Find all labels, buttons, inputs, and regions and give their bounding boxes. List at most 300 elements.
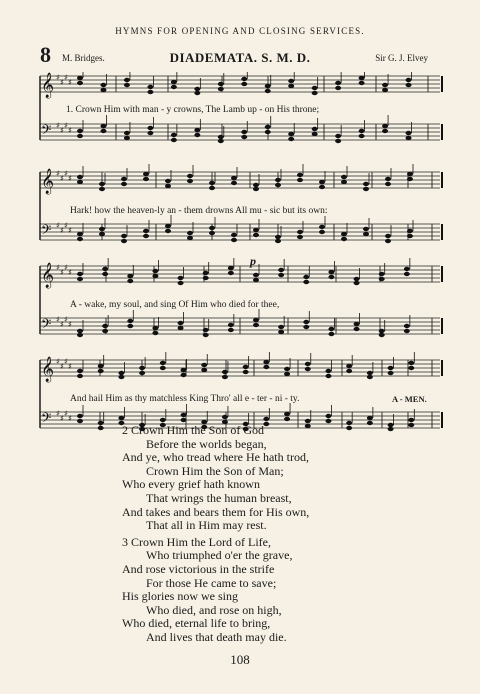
notehead: [187, 179, 193, 183]
notehead: [99, 182, 105, 186]
notehead: [228, 271, 234, 275]
notehead: [288, 132, 294, 136]
notehead: [388, 371, 394, 375]
notehead: [152, 274, 158, 278]
notehead: [407, 177, 413, 181]
notehead: [124, 78, 130, 82]
notehead: [303, 275, 309, 279]
notehead: [363, 227, 369, 231]
notehead: [367, 375, 373, 379]
sharp-icon: ♯: [60, 126, 64, 135]
sharp-icon: ♯: [56, 73, 60, 82]
notehead: [152, 331, 158, 335]
sharp-icon: ♯: [64, 73, 68, 82]
notehead: [222, 375, 228, 379]
notehead: [297, 173, 303, 177]
notehead: [181, 413, 187, 417]
verse-line: 2 Crown Him the Son of God: [122, 423, 264, 437]
notehead: [346, 364, 352, 368]
notehead: [263, 360, 269, 364]
notehead: [367, 371, 373, 375]
notehead: [328, 275, 334, 279]
notehead: [77, 76, 83, 80]
notehead: [77, 374, 83, 378]
notehead: [243, 365, 249, 369]
notehead: [147, 126, 153, 130]
sharp-icon: ♯: [60, 268, 64, 277]
notehead: [143, 172, 149, 176]
notehead: [187, 174, 193, 178]
sharp-icon: ♯: [60, 414, 64, 423]
lyric-line-2: Hark! how the heaven-ly an - them drowns All mu - sic but its own:: [70, 206, 328, 216]
verse-line: Who died, and rose on high,: [146, 602, 282, 617]
notehead: [99, 232, 105, 236]
notehead: [341, 175, 347, 179]
notehead: [218, 87, 224, 91]
treble-clef-icon: 𝄞: [41, 263, 55, 288]
notehead: [253, 228, 259, 232]
notehead: [253, 273, 259, 277]
notehead: [124, 131, 130, 135]
hymn-author: M. Bridges.: [62, 53, 105, 63]
notehead: [77, 237, 83, 241]
notehead: [77, 81, 83, 85]
notehead: [102, 329, 108, 333]
sharp-icon: ♯: [60, 174, 64, 183]
notehead: [218, 139, 224, 143]
notehead: [127, 324, 133, 328]
notehead: [253, 183, 259, 187]
verse-line: Who died, eternal life to bring,: [122, 616, 271, 631]
notehead: [253, 233, 259, 237]
sharp-icon: ♯: [68, 78, 72, 87]
notehead: [99, 187, 105, 191]
notehead: [406, 83, 412, 87]
notehead: [102, 267, 108, 271]
notehead: [165, 184, 171, 188]
notehead: [160, 361, 166, 365]
lyric-line-1: 1. Crown Him with man - y crowns, The Lamb up - on His throne;: [66, 105, 320, 115]
notehead: [407, 172, 413, 176]
verse-line: Crown Him the Son of Man;: [146, 463, 284, 478]
notehead: [408, 418, 414, 422]
notehead: [253, 278, 259, 282]
notehead: [379, 329, 385, 333]
notehead: [312, 127, 318, 131]
notehead: [275, 239, 281, 243]
verse-line: And lives that death may die.: [146, 629, 287, 644]
notehead: [203, 271, 209, 275]
notehead: [228, 266, 234, 270]
notehead: [121, 239, 127, 243]
notehead: [385, 239, 391, 243]
notehead: [124, 83, 130, 87]
notehead: [325, 374, 331, 378]
notehead: [118, 416, 124, 420]
dynamic-marking: p: [250, 254, 256, 268]
sharp-icon: ♯: [56, 263, 60, 272]
notehead: [152, 326, 158, 330]
notehead: [203, 328, 209, 332]
notehead: [263, 365, 269, 369]
notehead: [194, 91, 200, 95]
notehead: [346, 369, 352, 373]
sharp-icon: ♯: [64, 357, 68, 366]
notehead: [178, 276, 184, 280]
notehead: [241, 135, 247, 139]
notehead: [406, 131, 412, 135]
sharp-icon: ♯: [68, 414, 72, 423]
notehead: [359, 76, 365, 80]
bass-clef-icon: 𝄢: [41, 316, 52, 335]
notehead: [102, 272, 108, 276]
verse-line: And rose victorious in the strife: [122, 561, 275, 576]
sharp-icon: ♯: [68, 320, 72, 329]
notehead: [222, 370, 228, 374]
notehead: [385, 182, 391, 186]
sharp-icon: ♯: [60, 226, 64, 235]
verse-line: Who every grief hath known: [122, 477, 260, 492]
notehead: [325, 369, 331, 373]
notehead: [288, 79, 294, 83]
notehead: [284, 412, 290, 416]
sharp-icon: ♯: [64, 121, 68, 130]
verse-2: [122, 424, 402, 533]
notehead: [335, 134, 341, 138]
notehead: [194, 87, 200, 91]
notehead: [231, 176, 237, 180]
notehead: [171, 85, 177, 89]
treble-clef-icon: 𝄞: [41, 169, 55, 194]
sharp-icon: ♯: [56, 315, 60, 324]
notehead: [319, 230, 325, 234]
notehead: [359, 81, 365, 85]
notehead: [187, 236, 193, 240]
notehead: [404, 267, 410, 271]
notehead: [359, 129, 365, 133]
staff-notation: [36, 72, 444, 160]
notehead: [284, 367, 290, 371]
notehead: [319, 185, 325, 189]
notehead: [303, 320, 309, 324]
notehead: [77, 272, 83, 276]
notehead: [100, 124, 106, 128]
verse-line: That wrings the human breast,: [146, 490, 292, 505]
notehead: [209, 186, 215, 190]
sharp-icon: ♯: [56, 357, 60, 366]
notehead: [121, 177, 127, 181]
notehead: [171, 80, 177, 84]
notehead: [127, 319, 133, 323]
verse-line: That all in Him may rest.: [146, 518, 267, 533]
notehead: [265, 125, 271, 129]
notehead: [77, 414, 83, 418]
notehead: [305, 367, 311, 371]
notehead: [404, 329, 410, 333]
notehead: [312, 91, 318, 95]
notehead: [385, 177, 391, 181]
notehead: [278, 268, 284, 272]
notehead: [253, 187, 259, 191]
verse-line: 3 Crown Him the Lord of Life,: [122, 534, 271, 549]
notehead: [305, 419, 311, 423]
notehead: [408, 361, 414, 365]
notehead: [265, 130, 271, 134]
notehead: [354, 322, 360, 326]
notehead: [100, 129, 106, 133]
notehead: [98, 369, 104, 373]
notehead: [382, 83, 388, 87]
notehead: [312, 86, 318, 90]
verse-line: Before the worlds began,: [146, 436, 267, 451]
notehead: [275, 235, 281, 239]
notehead: [328, 327, 334, 331]
notehead: [379, 333, 385, 337]
notehead: [147, 131, 153, 135]
notehead: [284, 372, 290, 376]
notehead: [288, 84, 294, 88]
notehead: [367, 416, 373, 420]
tune-title: DIADEMATA. S. M. D.: [169, 50, 311, 65]
notehead: [152, 269, 158, 273]
sharp-icon: ♯: [64, 169, 68, 178]
notehead: [385, 234, 391, 238]
notehead: [388, 366, 394, 370]
notehead: [404, 272, 410, 276]
notehead: [121, 182, 127, 186]
notehead: [77, 277, 83, 281]
notehead: [165, 224, 171, 228]
notehead: [203, 276, 209, 280]
bass-clef-icon: 𝄢: [41, 410, 52, 429]
notehead: [406, 78, 412, 82]
sharp-icon: ♯: [56, 221, 60, 230]
notehead: [121, 234, 127, 238]
notehead: [297, 178, 303, 182]
notehead: [178, 326, 184, 330]
notehead: [118, 375, 124, 379]
notehead: [288, 137, 294, 141]
verse-text: [122, 424, 402, 645]
notehead: [335, 81, 341, 85]
page-number: 108: [230, 652, 250, 667]
sharp-icon: ♯: [68, 362, 72, 371]
notehead: [312, 132, 318, 136]
notehead: [335, 86, 341, 90]
notehead: [181, 373, 187, 377]
notehead: [178, 281, 184, 285]
notehead: [143, 177, 149, 181]
notehead: [228, 323, 234, 327]
notehead: [127, 279, 133, 283]
notehead: [325, 419, 331, 423]
notehead: [407, 234, 413, 238]
notehead: [171, 138, 177, 142]
notehead: [263, 417, 269, 421]
notehead: [98, 364, 104, 368]
notehead: [218, 82, 224, 86]
notehead: [341, 180, 347, 184]
notehead: [222, 415, 228, 419]
notehead: [363, 187, 369, 191]
notehead: [77, 329, 83, 333]
lyric-line-3: A - wake, my soul, and sing Of Him who died for thee,: [70, 300, 280, 310]
notehead: [165, 179, 171, 183]
notehead: [77, 134, 83, 138]
notehead: [328, 270, 334, 274]
notehead: [303, 325, 309, 329]
sharp-icon: ♯: [68, 174, 72, 183]
notehead: [77, 369, 83, 373]
notehead: [382, 129, 388, 133]
sharp-icon: ♯: [68, 126, 72, 135]
notehead: [408, 423, 414, 427]
notehead: [209, 181, 215, 185]
notehead: [335, 139, 341, 143]
sharp-icon: ♯: [68, 268, 72, 277]
notehead: [209, 231, 215, 235]
notehead: [265, 84, 271, 88]
notehead: [231, 233, 237, 237]
notehead: [160, 418, 166, 422]
lyric-line-4: And hail Him as thy matchless King Thro' all e - ter - ni - ty.: [70, 394, 300, 404]
verse-line: And ye, who tread where He hath trod,: [122, 450, 309, 465]
notehead: [278, 325, 284, 329]
sharp-icon: ♯: [64, 315, 68, 324]
notehead: [139, 366, 145, 370]
notehead: [382, 124, 388, 128]
notehead: [143, 229, 149, 233]
composer: Sir G. J. Elvey: [375, 53, 428, 63]
notehead: [243, 370, 249, 374]
notehead: [181, 368, 187, 372]
verse-line: For those He came to save;: [146, 575, 277, 590]
notehead: [77, 129, 83, 133]
notehead: [181, 418, 187, 422]
notehead: [275, 183, 281, 187]
hymn-number: 8: [40, 42, 51, 67]
notehead: [354, 277, 360, 281]
notehead: [241, 82, 247, 86]
notehead: [98, 421, 104, 425]
sharp-icon: ♯: [56, 409, 60, 418]
notehead: [124, 136, 130, 140]
music-system-3: [36, 254, 444, 348]
verse-3: [122, 536, 402, 645]
notehead: [408, 366, 414, 370]
notehead: [77, 232, 83, 236]
treble-clef-icon: 𝄞: [41, 357, 55, 382]
notehead: [77, 419, 83, 423]
notehead: [341, 237, 347, 241]
notehead: [171, 133, 177, 137]
notehead: [325, 414, 331, 418]
notehead: [118, 371, 124, 375]
notehead: [231, 181, 237, 185]
notehead: [102, 324, 108, 328]
notehead: [99, 227, 105, 231]
notehead: [241, 130, 247, 134]
amen-lyric: A - MEN.: [392, 394, 427, 404]
notehead: [305, 362, 311, 366]
notehead: [303, 280, 309, 284]
notehead: [98, 426, 104, 430]
sharp-icon: ♯: [64, 263, 68, 272]
sharp-icon: ♯: [64, 221, 68, 230]
notehead: [194, 133, 200, 137]
notehead: [187, 231, 193, 235]
notehead: [319, 225, 325, 229]
notehead: [100, 83, 106, 87]
notehead: [328, 332, 334, 336]
notehead: [165, 229, 171, 233]
notehead: [143, 234, 149, 238]
notehead: [278, 273, 284, 277]
notehead: [359, 134, 365, 138]
notehead: [201, 368, 207, 372]
music-system-1: [36, 72, 444, 160]
notehead: [379, 277, 385, 281]
notehead: [363, 182, 369, 186]
sharp-icon: ♯: [60, 320, 64, 329]
notehead: [297, 230, 303, 234]
notehead: [77, 333, 83, 337]
notehead: [278, 330, 284, 334]
notehead: [160, 366, 166, 370]
bass-clef-icon: 𝄢: [41, 122, 52, 141]
verse-line: And takes and bears them for His own,: [122, 504, 310, 519]
notehead: [147, 90, 153, 94]
notehead: [203, 333, 209, 337]
notehead: [231, 238, 237, 242]
notehead: [139, 371, 145, 375]
notehead: [241, 77, 247, 81]
sharp-icon: ♯: [60, 78, 64, 87]
notehead: [100, 88, 106, 92]
notehead: [354, 281, 360, 285]
notehead: [363, 232, 369, 236]
notehead: [319, 180, 325, 184]
notehead: [209, 226, 215, 230]
notehead: [253, 323, 259, 327]
notehead: [284, 417, 290, 421]
sharp-icon: ♯: [60, 362, 64, 371]
sharp-icon: ♯: [56, 121, 60, 130]
notehead: [407, 229, 413, 233]
notehead: [178, 321, 184, 325]
notehead: [201, 363, 207, 367]
treble-clef-icon: 𝄞: [41, 73, 55, 98]
bass-clef-icon: 𝄢: [41, 222, 52, 241]
notehead: [379, 272, 385, 276]
sharp-icon: ♯: [64, 409, 68, 418]
notehead: [382, 88, 388, 92]
notehead: [77, 180, 83, 184]
sharp-icon: ♯: [56, 169, 60, 178]
verse-line: His glories now we sing: [122, 589, 238, 604]
notehead: [77, 175, 83, 179]
verse-line: Who triumphed o'er the grave,: [146, 548, 293, 563]
notehead: [147, 85, 153, 89]
sharp-icon: ♯: [68, 226, 72, 235]
notehead: [354, 327, 360, 331]
notehead: [297, 235, 303, 239]
music-system-2: [36, 164, 444, 254]
notehead: [228, 328, 234, 332]
notehead: [218, 135, 224, 139]
notehead: [341, 232, 347, 236]
running-head: HYMNS FOR OPENING AND CLOSING SERVICES.: [115, 26, 365, 36]
